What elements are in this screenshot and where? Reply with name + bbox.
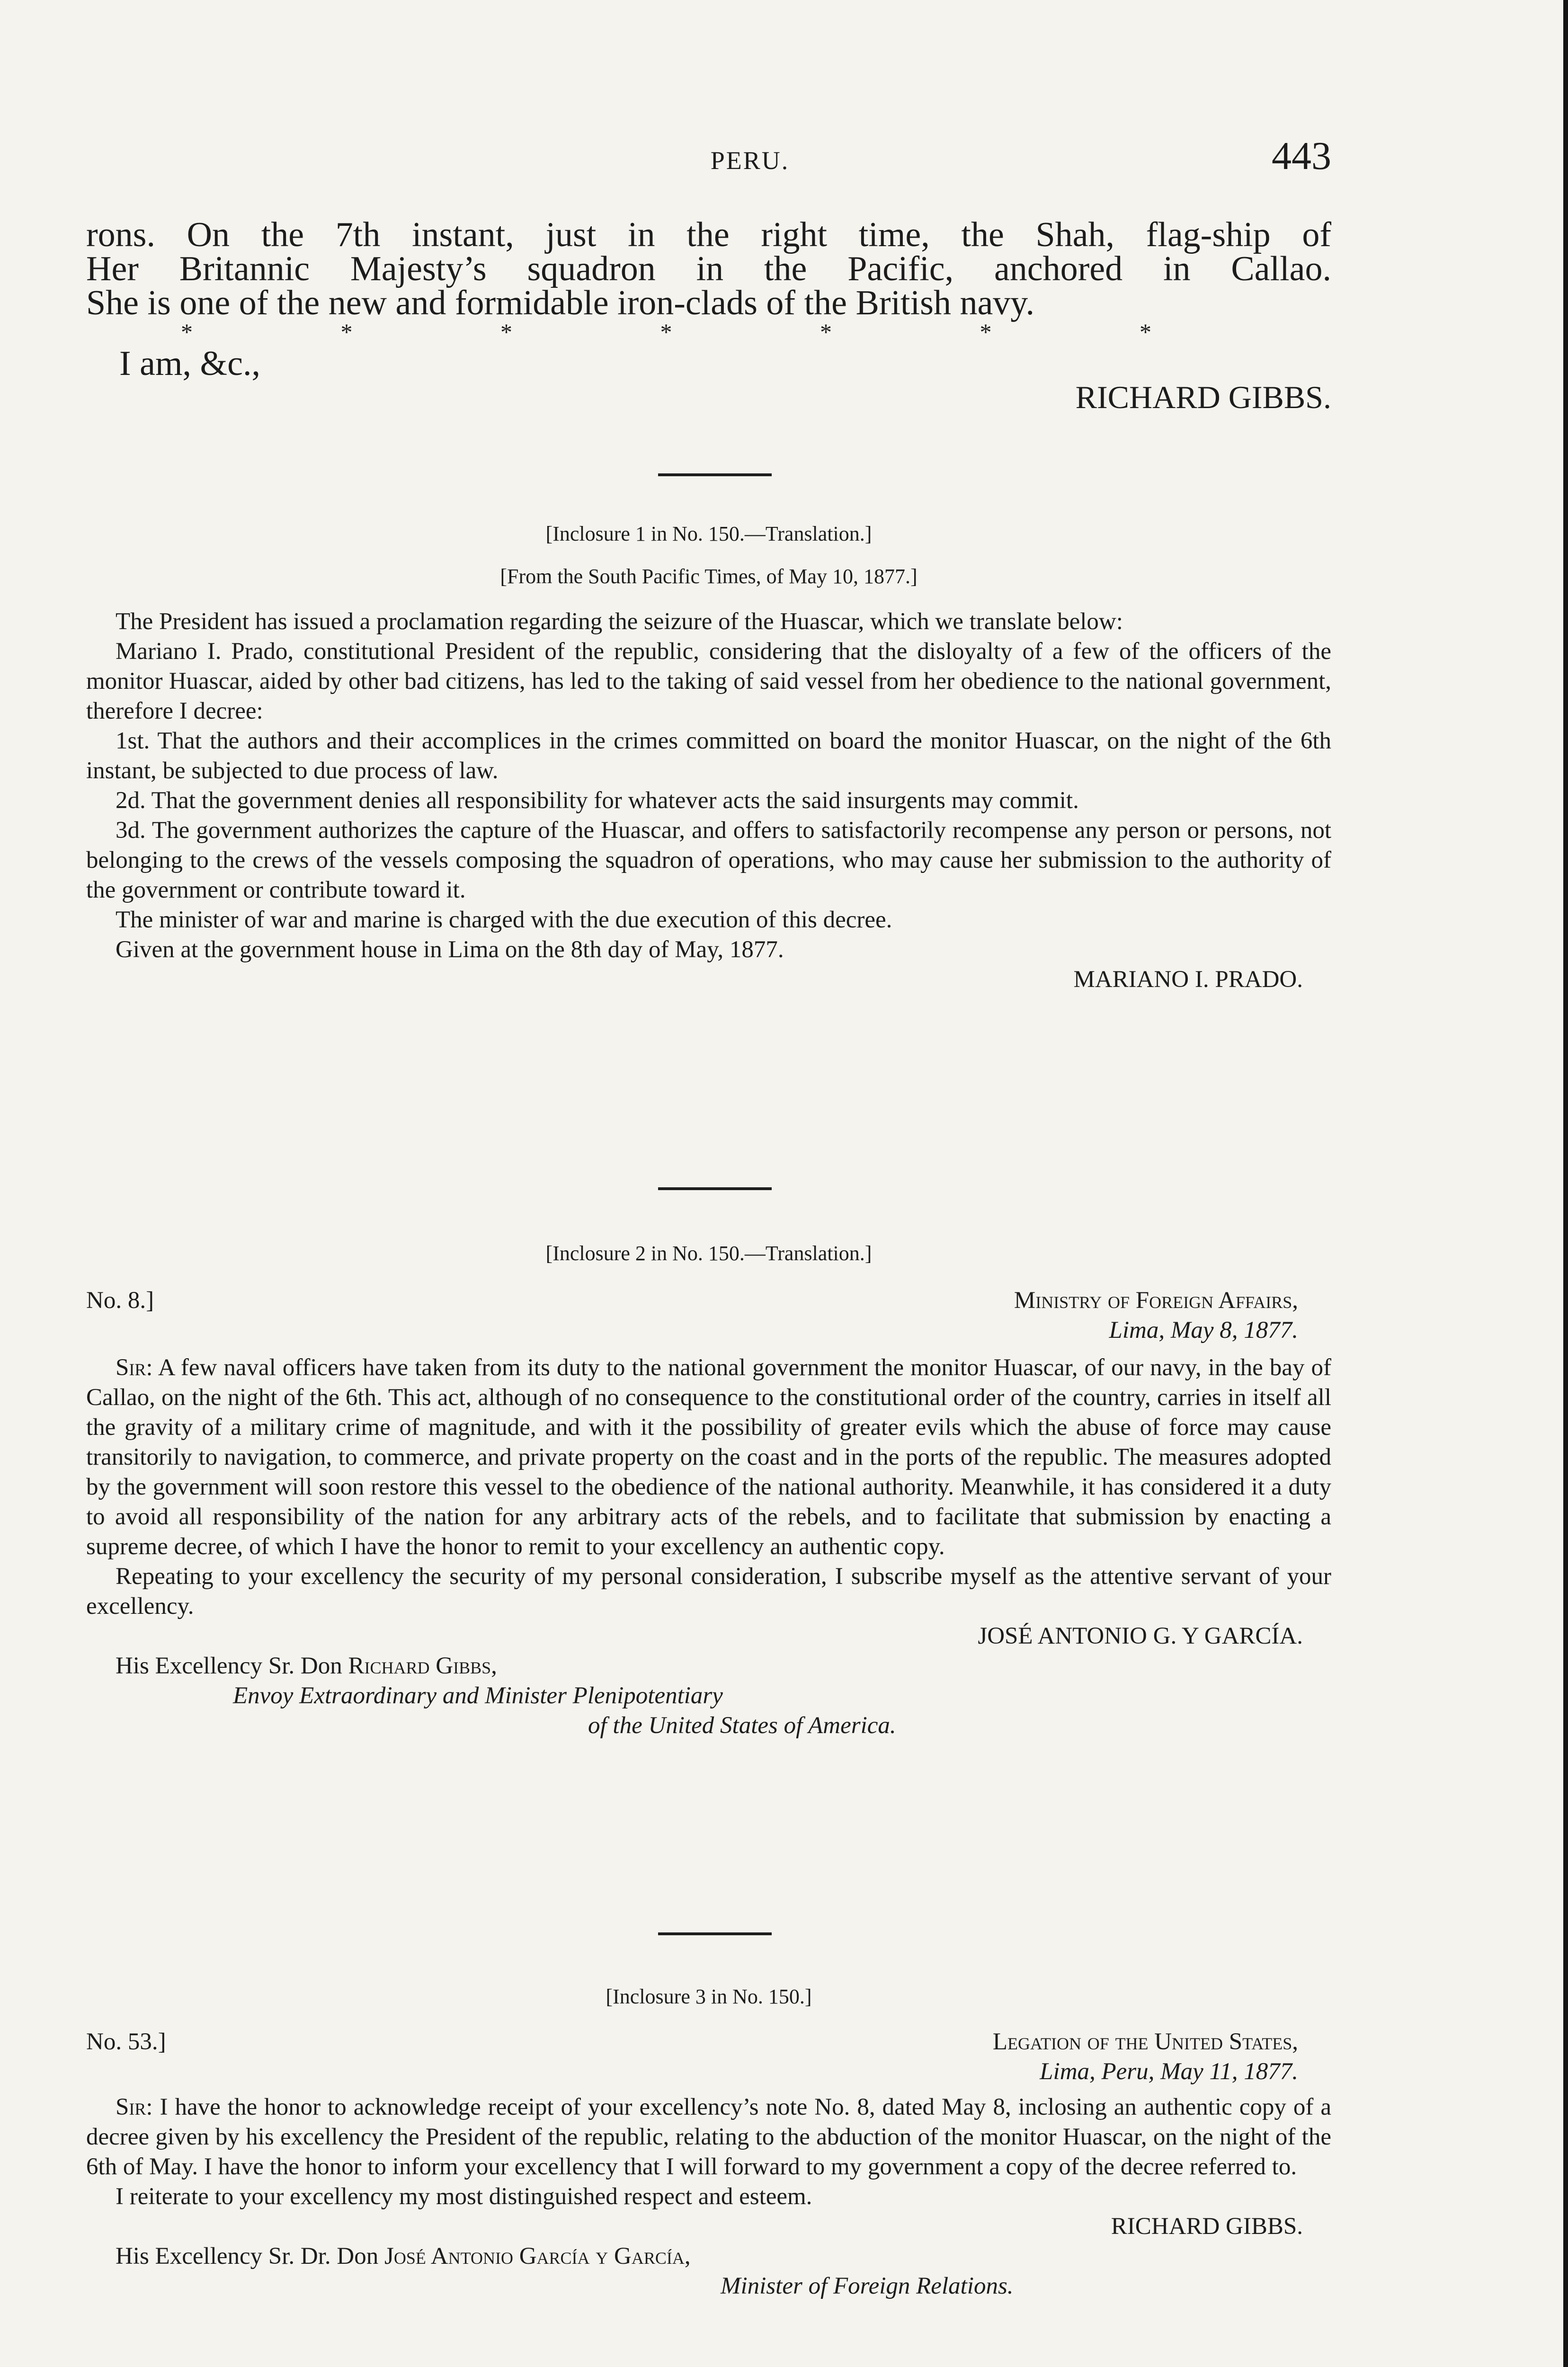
inclosure-3-dateline: Lima, Peru, May 11, 1877. [1040, 2058, 1298, 2085]
inclosure-3-body: Sir: I have the honor to acknowledge receipt of your excellency’s note No. 8, dated May 8, inclosing an authentic copy of a decree given by his excellency the President of the republic, relating to the abduction of the monitor Huascar, on the night of the 6th of May. I have the honor to inform your excellency that I will forward to my government a copy of the decree referred to. [86, 2094, 1332, 2180]
letter-line-1: rons. On the 7th instant, just in the right time, the Shah, flag-ship of [86, 215, 1331, 254]
paragraph: 2d. That the government denies all responsibility for whatever acts the said insurgents may commit. [116, 787, 1079, 814]
addressee-gibbs: His Excellency Sr. Don Richard Gibbs, [116, 1653, 497, 1679]
paragraph: Mariano I. Prado, constitutional President of the republic, considering that the disloyalty of a few of the officers of the monitor Huascar, aided by other bad citizens, has led to the taking of said vessel from her obedience to the national government, therefore I decree: [86, 638, 1331, 724]
addressee-title-2: of the United States of America. [588, 1712, 896, 1739]
inclosure-3-number: No. 53.] [86, 2029, 166, 2055]
salutation: Sir: [116, 1354, 153, 1381]
inclosure-2-dateline: Lima, May 8, 1877. [1109, 1317, 1298, 1344]
signature-gibbs: RICHARD GIBBS. [1075, 379, 1331, 415]
signature-gibbs-2: RICHARD GIBBS. [1111, 2213, 1303, 2240]
asterisks-line: * * * * * * * [181, 319, 1151, 345]
letter-end [86, 215, 1331, 415]
inclosure-1-heading: [Inclosure 1 in No. 150.—Translation.] [545, 522, 872, 545]
signature-garcia: JOSÉ ANTONIO G. Y GARCÍA. [978, 1623, 1303, 1649]
inclosure-2-body: Sir: A few naval officers have taken from its duty to the national government the monitor Huascar, of our navy, in the bay of Callao, on the night of the 6th. This act, although of no consequence to the constitutional order of the country, carries in itself all the gravity of a military crime of magnitude, and with it the possibility of greater evils which the abuse of force may cause transitorily to navigation, to commerce, and private property on the coast and in the ports of the republic. The measures adopted by the government will soon restore this vessel to the obedience of the national authority. Meanwhile, it has considered it a duty to avoid all responsibility of the nation for any arbitrary acts of the rebels, and to facilitate that submission by enacting a supreme decree, of which I have the honor to remit to your excellency an authentic copy. [86, 1354, 1332, 1560]
page-edge [1563, 0, 1568, 2367]
inclosure-3 [86, 1984, 1331, 2301]
divider-1 [658, 473, 772, 476]
inclosure-3-heading: [Inclosure 3 in No. 150.] [606, 1985, 812, 2008]
addressee-title: Minister of Foreign Relations. [721, 2273, 1014, 2299]
inclosure-2 [86, 1240, 1331, 1741]
running-header [86, 134, 1331, 178]
signature-prado: MARIANO I. PRADO. [1073, 966, 1303, 993]
paragraph: The minister of war and marine is charged with the due execution of this decree. [116, 907, 892, 933]
addressee-garcia: His Excellency Sr. Dr. Don José Antonio García y García, [116, 2243, 691, 2269]
divider-3 [658, 1932, 772, 1935]
inclosure-2-number: No. 8.] [86, 1287, 154, 1314]
paragraph: 1st. That the authors and their accomplices in the crimes committed on board the monitor Huascar, on the night of the 6th instant, be subjected to due process of law. [86, 728, 1331, 784]
letter-line-2: Her Britannic Majesty’s squadron in the Pacific, anchored in Callao. [86, 249, 1331, 288]
inclosure-1-source: [From the South Pacific Times, of May 10, 1877.] [500, 565, 918, 588]
paragraph: 3d. The government authorizes the capture of the Huascar, and offers to satisfactorily recompense any person or persons, not belonging to the crews of the vessels composing the squadron of operations, who may cause her submission to the authority of the government or contribute toward it. [86, 817, 1331, 903]
paragraph: The President has issued a proclamation regarding the seizure of the Huascar, which we translate below: [116, 608, 1123, 635]
inclosure-2-office: Ministry of Foreign Affairs, [1014, 1287, 1298, 1314]
salutation: Sir: [116, 2094, 153, 2120]
paragraph: Given at the government house in Lima on the 8th day of May, 1877. [116, 936, 784, 963]
inclosure-3-office: Legation of the United States, [992, 2029, 1298, 2055]
letter-line-3: She is one of the new and formidable iron-clads of the British navy. [86, 284, 1034, 322]
inclosure-3-closing: I reiterate to your excellency my most distinguished respect and esteem. [116, 2183, 812, 2210]
running-head: PERU. [710, 146, 790, 175]
inclosure-2-heading: [Inclosure 2 in No. 150.—Translation.] [545, 1242, 872, 1265]
inclosure-2-closing: Repeating to your excellency the security of my personal consideration, I subscribe myself as the attentive servant of your excellency. [86, 1563, 1331, 1620]
divider-2 [658, 1187, 772, 1190]
addressee-title-1: Envoy Extraordinary and Minister Plenipotentiary [233, 1682, 723, 1709]
page-number: 443 [1271, 134, 1331, 178]
inclosure-1 [86, 521, 1331, 995]
closing: I am, &c., [119, 344, 260, 383]
